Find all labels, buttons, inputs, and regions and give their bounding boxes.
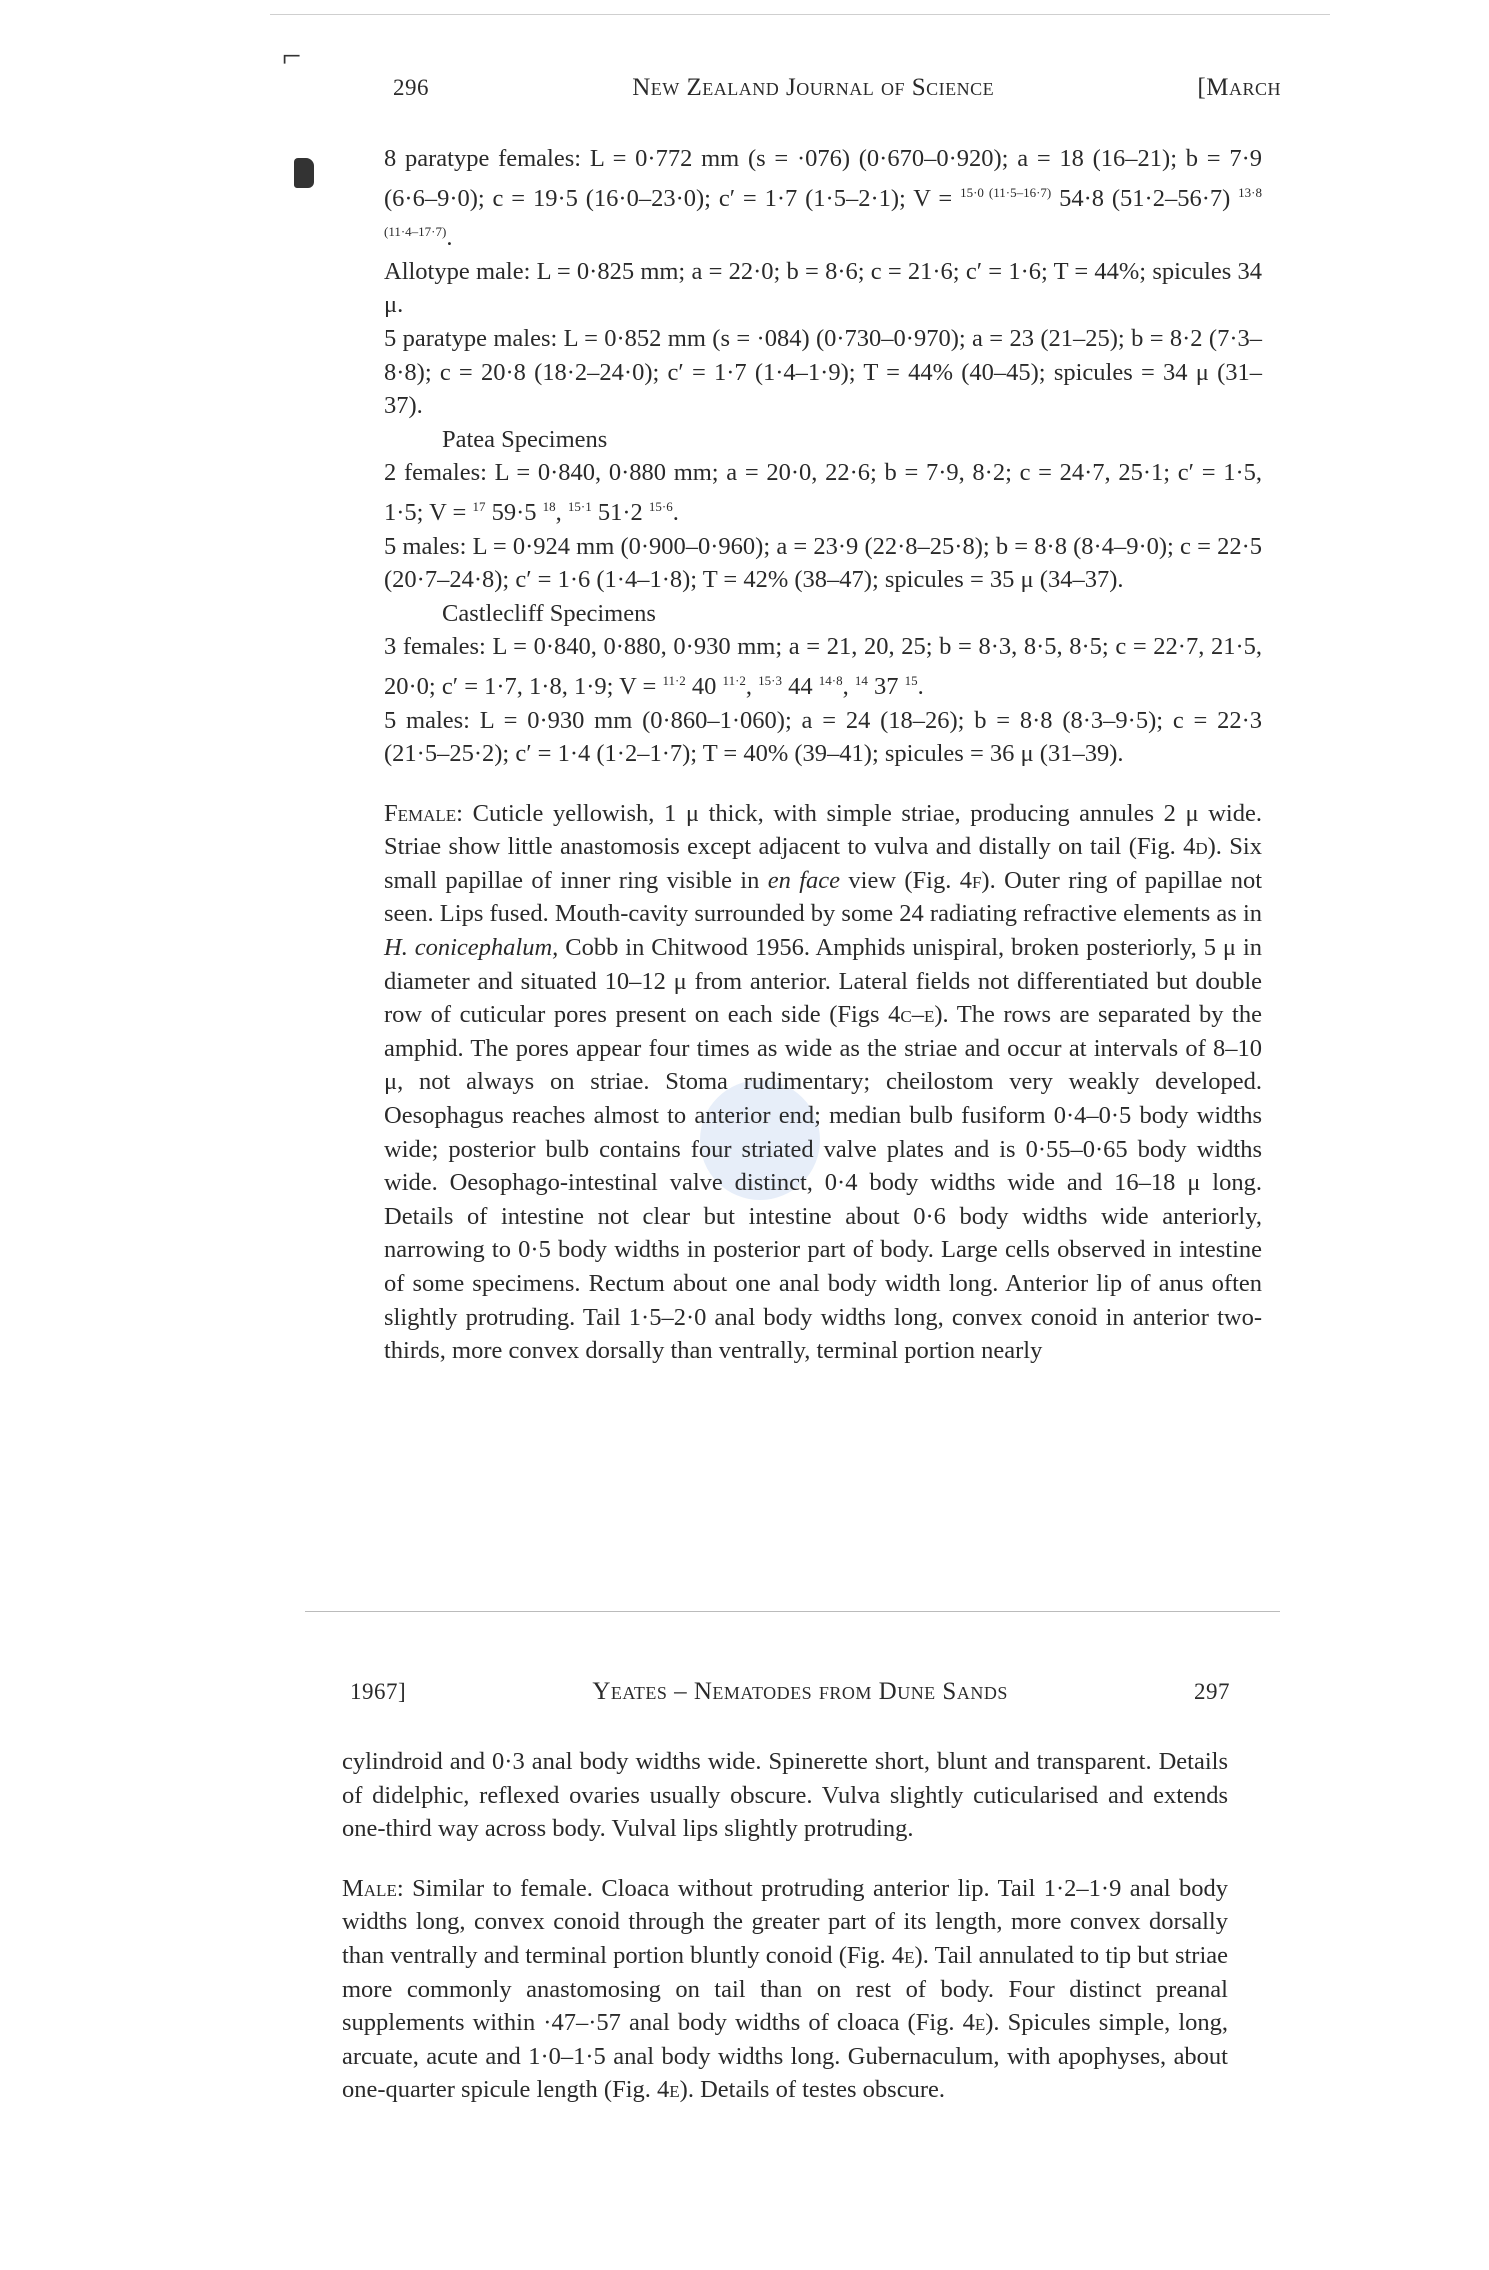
text-run: . [917,672,924,700]
paragraph [384,456,1262,529]
superscript: 11·2 [722,672,746,688]
page-number: 297 [1194,1679,1230,1704]
journal-title: New Zealand Journal of Science [632,74,995,101]
text-run: , [842,672,855,700]
text-run: 2 females: L = 0·840, 0·880 mm; a = 20·0, 22·6; b = 7·9, 8·2; c = 24·7, 25·1; c′ = 1·5, 1·5; V = [384,459,1262,526]
small-caps-text: Male: [342,1874,404,1902]
text-run: 5 paratype males: L = 0·852 mm (s = ·084) (0·730–0·970); a = 23 (21–25); b = 8·2 (7·3–8·8); c = 20·8 (18·2–24·0); c′ = 1·7 (1·4–1·9); T = 44% (40–45); spicules = 34 μ (31–37). [384,324,1262,420]
page-297-body [342,1745,1228,2107]
small-caps-text: d [1195,833,1208,861]
pencil-mark: ⌐ [282,38,302,75]
superscript: 18 [542,498,556,514]
superscript: 15·3 [758,672,782,688]
text-run: 37 [867,672,905,700]
text-run: ). Tail annulated to tip but striae more commonly anastomosing on tail than on rest of body. Four distinct preanal supplements within ·47–·57 anal body widths of cloaca (Fig. 4 [342,1941,1228,2037]
page-296-body [384,142,1262,1368]
small-caps-text: Female: [384,799,463,827]
italic-text: H. conicephalum, [384,934,559,962]
paragraph [384,142,1262,255]
superscript: 15·6 [648,498,673,514]
text-run: . [672,498,679,526]
text-run: Allotype male: L = 0·825 mm; a = 22·0; b = 8·6; c = 21·6; c′ = 1·6; T = 44%; spicules 34 μ. [384,257,1262,319]
small-caps-text: e [904,1941,915,1969]
text-run: cylindroid and 0·3 anal body widths wide. Spinerette short, blunt and transparent. Details of didelphic, reflexed ovaries usually obscure. Vulva slightly cuticularised and extends one-third way across body. Vulval lips slightly protruding. [342,1748,1228,1843]
text-run: Patea Specimens [442,425,608,453]
page-header-297 [350,1678,1230,1706]
paragraph [384,322,1262,423]
superscript: 15·1 [567,498,592,514]
superscript: 13·8 (11·4–17·7) [384,184,1262,240]
text-run: 5 males: L = 0·924 mm (0·900–0·960); a = 23·9 (22·8–25·8); b = 8·8 (8·4–9·0); c = 22·5 (20·7–24·8); c′ = 1·6 (1·4–1·8); T = 42% (38–47); spicules = 35 μ (34–37). [384,532,1262,594]
issue-year: 1967] [350,1679,407,1704]
page-header-296 [393,74,1281,102]
paragraph [384,597,1262,631]
paragraph [384,530,1262,597]
text-run: 40 [685,672,723,700]
paragraph [384,255,1262,322]
superscript: 14·8 [818,672,843,688]
paragraph [384,423,1262,457]
text-run: Cuticle yellowish, 1 μ thick, with simple striae, producing annules 2 μ wide. Striae show little anastomosis except adjacent to vulva and distally on tail (Fig. 4 [384,799,1262,861]
scan-edge-line [270,14,1330,15]
superscript: 17 [472,498,486,514]
paragraph [342,1872,1228,2107]
superscript: 11·2 [662,672,686,688]
text-run: 44 [782,672,819,700]
text-run: 3 females: L = 0·840, 0·880, 0·930 mm; a = 21, 20, 25; b = 8·3, 8·5, 8·5; c = 22·7, 21·5, 20·0; c′ = 1·7, 1·8, 1·9; V = [384,633,1262,700]
text-run: . [446,224,453,252]
text-run: ). Outer ring of papillae not seen. Lips fused. Mouth-cavity surrounded by some 24 radiating refractive elements as in [384,866,1263,928]
scan-artifact [294,158,314,188]
text-run: , [555,498,568,526]
small-caps-text: e [974,2009,986,2037]
paragraph [384,797,1262,1368]
paragraph [384,630,1262,703]
text-run: 8 paratype females: L = 0·772 mm (s = ·076) (0·670–0·920); a = 18 (16–21); b = 7·9 (6·6–9·0); c = 19·5 (16·0–23·0); c′ = 1·7 (1·5–2·1); V = [384,145,1262,212]
superscript: 15 [904,672,918,688]
text-run: Cobb in Chitwood 1956. Amphids unispiral, broken posteriorly, 5 μ in diameter and situated 10–12 μ from anterior. Lateral fields not differentiated but double row of cuticular pores present on each side (Figs 4 [384,934,1262,1029]
text-run: ). The rows are separated by the amphid. The pores appear four times as wide as the striae and occur at intervals of 8–10 μ, not always on striae. Stoma rudimentary; cheilostom very weakly developed. Oesophagus reaches almost to anterior end; median bulb fusiform 0·4–0·5 body widths wide; posterior bulb contains four striated valve plates and is 0·55–0·65 body widths wide. Oesophago-intestinal valve distinct, 0·4 body widths wide and 16–18 μ long. Details of intestine not clear but intestine about 0·6 body widths wide anteriorly, narrowing to 0·5 body widths in posterior part of body. Large cells observed in intestine of some specimens. Rectum about one anal body width long. Anterior lip of anus often slightly protruding. Tail 1·5–2·0 anal body widths long, convex conoid in anterior two-thirds, more convex dorsally than ventrally, terminal portion nearly [384,1001,1262,1365]
text-run: ). Spicules simple, long, arcuate, acute and 1·0–1·5 anal body widths long. Gubernaculum, with apophyses, about one-quarter spicule length (Fig. 4 [342,2009,1228,2104]
small-caps-text: c–e [900,1001,935,1029]
page-divider [305,1611,1280,1612]
italic-text: en face [767,866,841,894]
text-run: view (Fig. 4 [840,866,972,894]
paragraph [342,1745,1228,1846]
page-number: 296 [393,75,429,100]
issue-month: [March [1197,74,1281,101]
text-run: ). Details of testes obscure. [679,2076,945,2104]
text-run: 54·8 (51·2–56·7) [1051,184,1239,212]
text-run: 59·5 [485,498,543,526]
small-caps-text: f [971,866,982,894]
text-run: , [745,672,759,700]
text-run: Castlecliff Specimens [442,599,656,627]
small-caps-text: e [669,2076,680,2104]
text-run: 51·2 [591,498,649,526]
text-run: Similar to female. Cloaca without protruding anterior lip. Tail 1·2–1·9 anal body widths long, convex conoid through the greater part of its length, more convex dorsally than ventrally and terminal portion bluntly conoid (Fig. 4 [342,1874,1228,1969]
text-run: 5 males: L = 0·930 mm (0·860–1·060); a = 24 (18–26); b = 8·8 (8·3–9·5); c = 22·3 (21·5–25·2); c′ = 1·4 (1·2–1·7); T = 40% (39–41); spicules = 36 μ (31–39). [384,706,1262,768]
running-title: Yeates – Nematodes from Dune Sands [592,1678,1008,1705]
superscript: 14 [854,672,868,688]
paragraph [384,704,1262,771]
text-run: ). Six small papillae of inner ring visible in [384,833,1262,894]
superscript: 15·0 (11·5–16·7) [960,184,1052,200]
